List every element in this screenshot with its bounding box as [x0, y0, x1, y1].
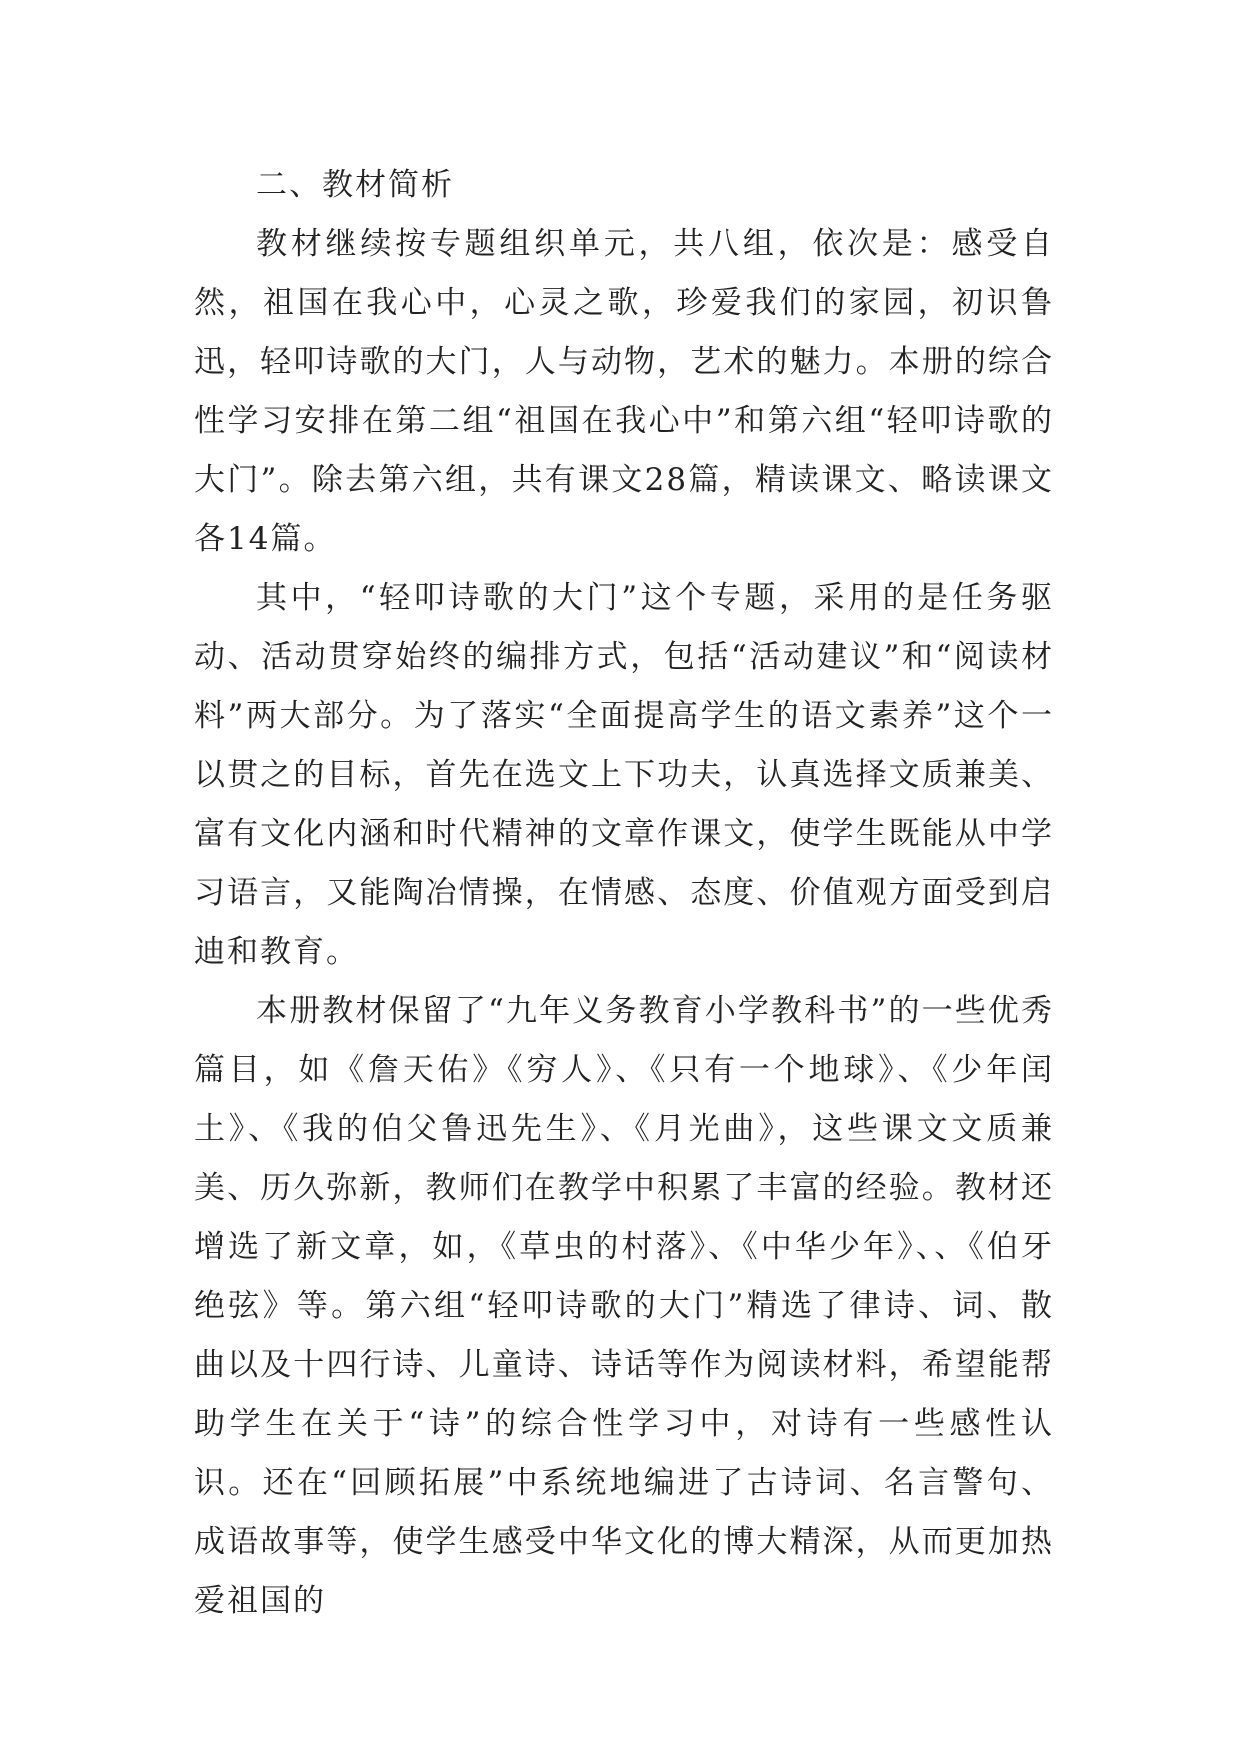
paragraph-selected-texts: 本册教材保留了“九年义务教育小学教科书”的一些优秀篇目，如《詹天佑》《穷人》、《只有一个地球》、《少年闰土》、《我的伯父鲁迅先生》、《月光曲》，这些课文文质兼美、历久弥新，教师们在教学中积累了丰富的经验。教材还增选了新文章，如，《草虫的村落》、《中华少年》、、《伯牙绝弦》等。第六组“轻叩诗歌的大门”精选了律诗、词、散曲以及十四行诗、儿童诗、诗话等作为阅读材料，希望能帮助学生在关于“诗”的综合性学习中，对诗有一些感性认识。还在“回顾拓展”中系统地编进了古诗词、名言警句、成语故事等，使学生感受中华文化的博大精深，从而更加热爱祖国的	[194, 993, 1054, 1619]
paragraph-poetry-topic: 其中，“轻叩诗歌的大门”这个专题，采用的是任务驱动、活动贯穿始终的编排方式，包括“活动建议”和“阅读材料”两大部分。为了落实“全面提高学生的语文素养”这个一以贯之的目标，首先在选文上下功夫，认真选择文质兼美、富有文化内涵和时代精神的文章作课文，使学生既能从中学习语言，又能陶冶情操，在情感、态度、价值观方面受到启迪和教育。	[194, 580, 1054, 970]
paragraph-units-overview: 教材继续按专题组织单元，共八组，依次是：感受自然，祖国在我心中，心灵之歌，珍爱我们的家园，初识鲁迅，轻叩诗歌的大门，人与动物，艺术的魅力。本册的综合性学习安排在第二组“祖国在我心中”和第六组“轻叩诗歌的大门”。除去第六组，共有课文28篇，精读课文、略读课文各14篇。	[194, 226, 1054, 557]
section-heading: 二、教材简析	[256, 167, 454, 203]
document-page	[194, 156, 1054, 1631]
